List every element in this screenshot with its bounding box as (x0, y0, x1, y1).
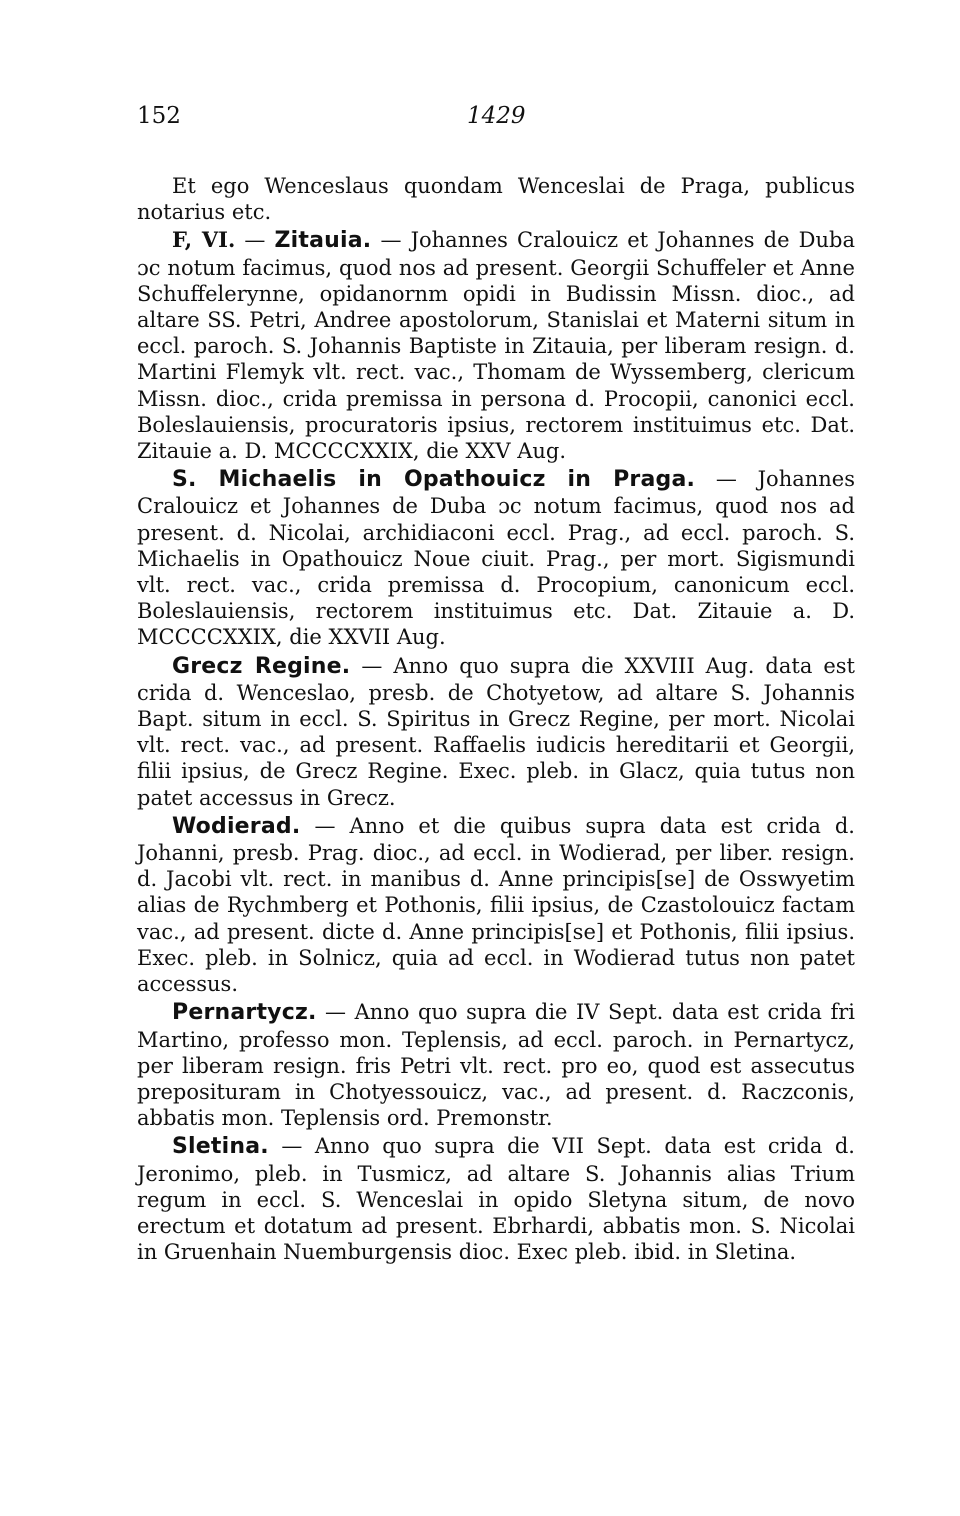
folio-mark: F, VI. (172, 227, 236, 253)
place-heading: S. Michaelis in Opathouicz in Praga. (172, 467, 696, 493)
entry-s-michaelis (137, 466, 855, 650)
body-text (137, 173, 855, 1265)
running-year: 1429 (467, 103, 526, 129)
entry-text: — Anno et die quibus supra data est crida d. Johanni, presb. Prag. dioc., ad eccl. in Wodierad, per liber. resign. d. Jacobi vlt. rect. in manibus d. Anne principis[se] de Osswyetim alias de Rychmberg et Pothonis, filii ipsius, de Czastolouicz factam vac., ad present. dicte d. Anne principis[se] et Pothonis, filii ipsius. Exec. pleb. in Solnicz, quia ad eccl. in Wodierad tutus non patet accessus. (137, 813, 855, 997)
entry-pernartycz (137, 999, 855, 1131)
entry-text: — Johannes Cralouicz et Johannes de Duba ɔc notum facimus, quod nos ad present. Georgii Schuffeler et Anne Schuffelerynne, opidanornm opidi in Budissin Missn. dioc., ad altare SS. Petri, Andree apostolorum, Stanislai et Materni situm in eccl. paroch. S. Johannis Baptiste in Zitauia, per liberam resign. d. Martini Flemyk vlt. rect. vac., Thomam de Wyssemberg, clericum Missn. dioc., crida premissa in persona d. Procopii, canonici eccl. Boleslauiensis, procuratoris ipsius, rectorem instituimus etc. Dat. Zitauie a. D. MCCCCXXIX, die XXV Aug. (137, 228, 855, 464)
entry-text: — Johannes Cralouicz et Johannes de Duba ɔc notum facimus, quod nos ad present. d. Nicolai, archidiaconi eccl. Prag., ad eccl. paroch. S. Michaelis in Opathouicz Noue ciuit. Prag., per mort. Sigismundi vlt. rect. vac., crida premissa d. Procopium, canonicum eccl. Boleslauiensis, rectorem instituimus etc. Dat. Zitauie a. D. MCCCCXXIX, die XXVII Aug. (137, 467, 855, 650)
entry-sletina (137, 1133, 855, 1265)
entry-grecz-regine (137, 653, 855, 811)
place-heading: Grecz Regine. (172, 653, 351, 679)
entry-zitauia: F, VI. — Zitauia. — Johannes Cralouicz et Johannes de Duba ɔc notum facimus, quod nos ad present. Georgii Schuffeler et Anne Schuffelerynne, opidanornm opidi in Budissin Missn. dioc., ad altare SS. Petri, Andree apostolorum, Stanislai et Materni situm in eccl. paroch. S. Johannis Baptiste in Zitauia, per liberam resign. d. Martini Flemyk vlt. rect. vac., Thomam de Wyssemberg, clericum Missn. dioc., crida premissa in persona d. Procopii, canonici eccl. Boleslauiensis, procuratoris ipsius, rectorem instituimus etc. Dat. Zitauie a. D. MCCCCXXIX, die XXV Aug. (137, 227, 855, 464)
running-header (137, 103, 855, 137)
place-heading: Zitauia. (274, 228, 372, 254)
entry-text: — Anno quo supra die VII Sept. data est crida d. Jeronimo, pleb. in Tusmicz, ad altare S. Johannis alias Trium regum in eccl. S. Wenceslai in opido Sletyna situm, de novo erectum et dotatum ad present. Ebrhardi, abbatis mon. S. Nicolai in Gruenhain Nuemburgensis dioc. Exec pleb. ibid. in Sletina. (137, 1134, 855, 1265)
page-number: 152 (137, 103, 181, 129)
entry-text: — Anno quo supra die IV Sept. data est crida fri Martino, professo mon. Teplensis, ad eccl. paroch. in Pernartycz, per liberam resign. fris Petri vlt. rect. pro eo, quod est assecutus preposituram in Chotyessouicz, vac., ad present. d. Raczconis, abbatis mon. Teplensis ord. Premonstr. (137, 1000, 855, 1131)
entry-text: — Anno quo supra die XXVIII Aug. data est crida d. Wenceslao, presb. de Chotyetow, ad altare S. Johannis Bapt. situm in eccl. S. Spiritus in Grecz Regine, per mort. Nicolai vlt. rect. vac., ad present. Raffaelis iudicis hereditarii et Georgii, filii ipsius, de Grecz Regine. Exec. pleb. in Glacz, quia tutus non patet accessus in Grecz. (137, 653, 855, 810)
place-heading: Sletina. (172, 1134, 269, 1160)
place-heading: Wodierad. (172, 813, 301, 839)
entry-text: Et ego Wenceslaus quondam Wenceslai de Praga, publicus notarius etc. (137, 174, 855, 225)
entry-notary-closing (137, 173, 855, 225)
place-heading: Pernartycz. (172, 1000, 317, 1026)
document-page (137, 103, 855, 1267)
entry-wodierad (137, 813, 855, 997)
